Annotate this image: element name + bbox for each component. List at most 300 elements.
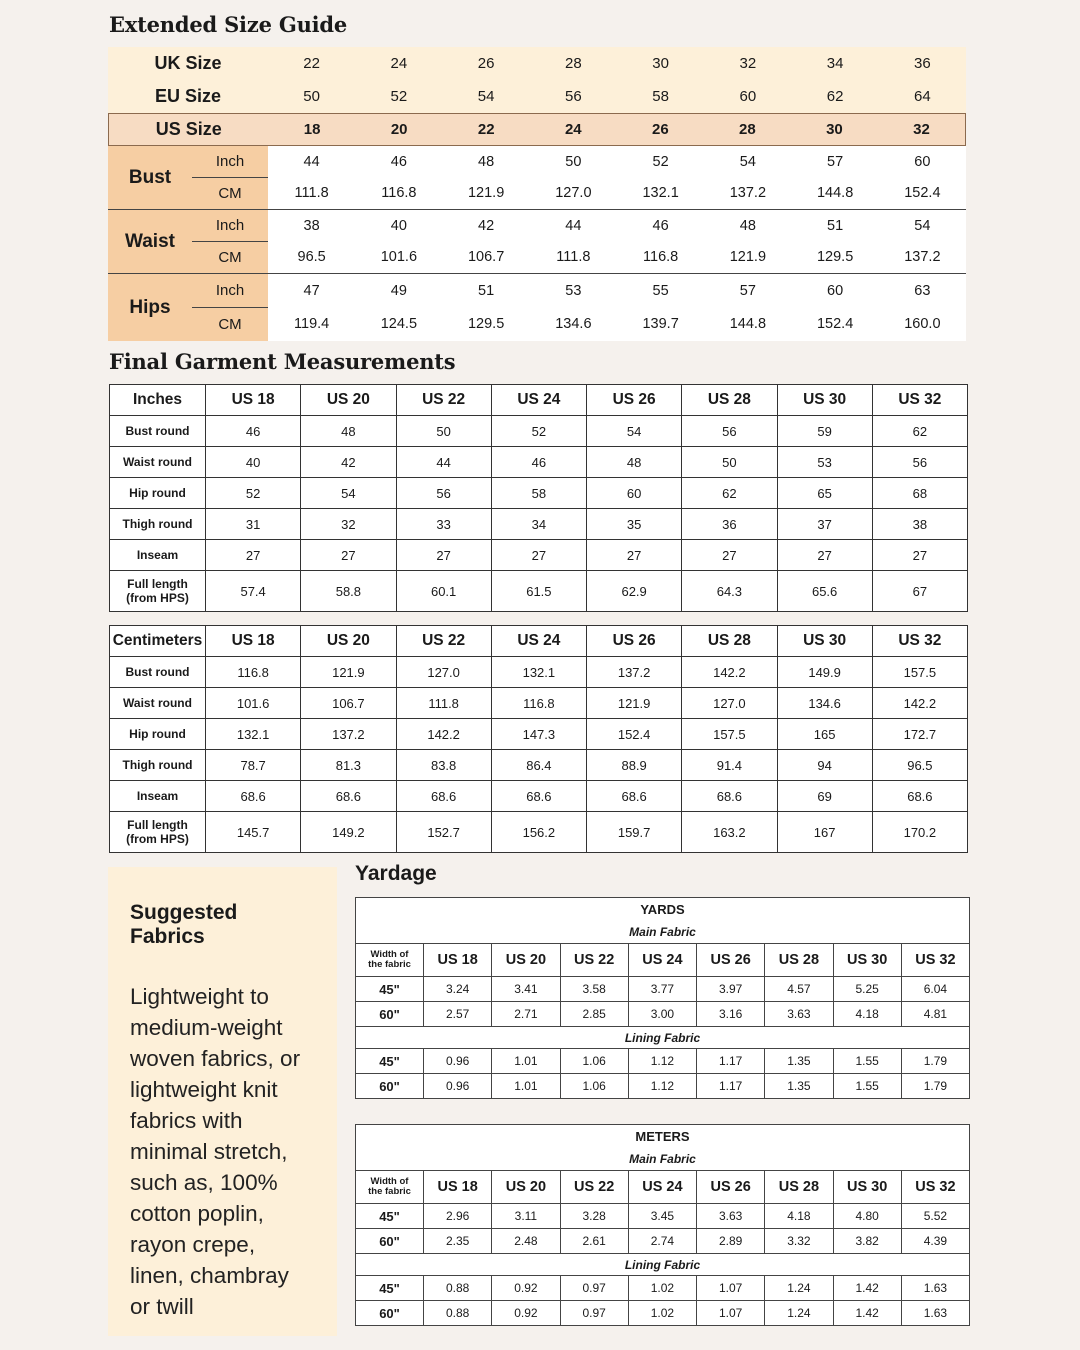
size-cell: 32: [739, 55, 757, 72]
value-cell: 58: [491, 478, 586, 509]
value-cell: 78.7: [206, 750, 301, 781]
value-cell: 111.8: [556, 249, 591, 266]
value-cell: 4.18: [765, 1204, 833, 1229]
row-label-text: Thigh round: [122, 758, 193, 772]
value-cell: 132.1: [491, 657, 586, 688]
width-label-2: the fabric: [368, 1186, 411, 1197]
value-cell: 33: [396, 509, 491, 540]
size-cell: 26: [477, 55, 495, 72]
value-cell: 2.61: [560, 1229, 628, 1254]
value-cell: 121.9: [729, 249, 767, 266]
value-cell: 3.24: [424, 977, 492, 1002]
lining-fabric-label: Lining Fabric: [356, 1254, 970, 1276]
garment-cm-table: [109, 625, 968, 853]
value-cell: 53: [777, 447, 872, 478]
value-cell: 3.11: [492, 1204, 560, 1229]
value-cell: 111.8: [294, 185, 329, 202]
value-cell: 137.2: [587, 657, 682, 688]
value-cell: 64.3: [682, 571, 777, 612]
value-cell: 137.2: [904, 249, 941, 266]
value-cell: 40: [390, 217, 407, 234]
value-cell: 27: [301, 540, 396, 571]
fabric-line: woven fabrics, or: [130, 1046, 301, 1071]
table-row: [110, 447, 968, 478]
value-cell: 139.7: [642, 316, 679, 333]
size-header: US 20: [492, 944, 560, 977]
uk-size-row: [108, 47, 966, 80]
size-header: US 32: [872, 626, 967, 657]
size-header: US 28: [765, 944, 833, 977]
value-cell: 58.8: [301, 571, 396, 612]
value-cell: 44: [396, 447, 491, 478]
value-cell: 69: [777, 781, 872, 812]
value-cell: 46: [652, 217, 669, 234]
row-label-text: Waist round: [123, 696, 192, 710]
size-header: US 26: [587, 626, 682, 657]
fabric-line: fabrics with: [130, 1108, 243, 1133]
size-cell: 58: [652, 88, 669, 105]
value-cell: 1.07: [697, 1301, 765, 1326]
value-cell: 116.8: [381, 185, 417, 202]
value-cell: 4.80: [833, 1204, 901, 1229]
row-label: [110, 688, 206, 719]
value-cell: 1.24: [765, 1301, 833, 1326]
value-cell: 27: [682, 540, 777, 571]
table-row: [110, 509, 968, 540]
value-cell: 63: [914, 282, 931, 299]
value-cell: 134.6: [555, 316, 592, 333]
size-header: US 24: [628, 944, 696, 977]
fabric-line: medium-weight: [130, 1015, 283, 1040]
row-label: [110, 571, 206, 612]
table-row: [356, 1002, 970, 1027]
extended-size-guide-title: Extended Size Guide: [109, 12, 348, 37]
value-cell: 152.4: [904, 185, 941, 202]
lining-fabric-row: [356, 1027, 970, 1049]
value-cell: 129.5: [467, 316, 505, 333]
bust-inch-row: [268, 146, 966, 178]
value-cell: 149.2: [301, 812, 396, 853]
value-cell: 5.52: [901, 1204, 969, 1229]
value-cell: 46: [206, 416, 301, 447]
row-label-text: Full length: [127, 817, 188, 832]
waist-measure-group: [108, 210, 966, 274]
uk-size-label: UK Size: [154, 53, 222, 73]
size-cell: 28: [739, 121, 756, 138]
value-cell: 4.18: [833, 1002, 901, 1027]
value-cell: 2.71: [492, 1002, 560, 1027]
size-header: US 28: [682, 385, 777, 416]
value-cell: 81.3: [301, 750, 396, 781]
value-cell: 116.8: [491, 688, 586, 719]
value-cell: 121.9: [301, 657, 396, 688]
row-label: [110, 509, 206, 540]
row-label: [110, 447, 206, 478]
hips-cm-row: [268, 308, 966, 342]
width-label: 60": [356, 1301, 424, 1326]
size-header: US 22: [396, 626, 491, 657]
value-cell: 1.02: [628, 1276, 696, 1301]
value-cell: 54: [301, 478, 396, 509]
main-fabric-label: Main Fabric: [356, 922, 970, 944]
us-size-label: US Size: [155, 119, 222, 139]
size-header: US 28: [765, 1171, 833, 1204]
value-cell: 144.8: [729, 316, 767, 333]
value-cell: 134.6: [777, 688, 872, 719]
table-row: [110, 812, 968, 853]
table-row: [356, 977, 970, 1002]
table-row: [110, 540, 968, 571]
value-cell: 2.35: [424, 1229, 492, 1254]
value-cell: 165: [777, 719, 872, 750]
table-row: [356, 1301, 970, 1326]
value-cell: 57: [739, 282, 756, 299]
value-cell: 1.01: [492, 1074, 560, 1099]
value-cell: 1.17: [697, 1074, 765, 1099]
suggested-fabrics-title: Suggested Fabrics: [130, 901, 238, 948]
fabric-line: cotton poplin,: [130, 1201, 264, 1226]
table-row: [110, 657, 968, 688]
value-cell: 44: [303, 153, 320, 170]
value-cell: 170.2: [872, 812, 967, 853]
value-cell: 163.2: [682, 812, 777, 853]
value-cell: 27: [872, 540, 967, 571]
value-cell: 1.12: [628, 1049, 696, 1074]
value-cell: 152.7: [396, 812, 491, 853]
table-row: [356, 1276, 970, 1301]
value-cell: 62: [682, 478, 777, 509]
width-label-2: the fabric: [368, 959, 411, 970]
lining-fabric-row: [356, 1254, 970, 1276]
value-cell: 3.41: [492, 977, 560, 1002]
value-cell: 62.9: [587, 571, 682, 612]
fabric-line: such as, 100%: [130, 1170, 278, 1195]
size-header: US 22: [396, 385, 491, 416]
size-header: US 22: [560, 1171, 628, 1204]
size-cell: 36: [914, 55, 931, 72]
size-cell: 18: [303, 121, 321, 138]
heading-row: [356, 1125, 970, 1149]
suggested-fabrics-panel: [108, 867, 337, 1336]
value-cell: 27: [777, 540, 872, 571]
size-cell: 22: [477, 121, 495, 138]
value-cell: 1.79: [901, 1074, 969, 1099]
unit-corner-header: Centimeters: [110, 626, 206, 657]
value-cell: 121.9: [587, 688, 682, 719]
table-row: [356, 1204, 970, 1229]
value-cell: 48: [739, 217, 756, 234]
hips-label: Hips: [108, 274, 192, 341]
value-cell: 4.81: [901, 1002, 969, 1027]
size-cell: 26: [651, 121, 669, 138]
value-cell: 68: [872, 478, 967, 509]
value-cell: 60: [587, 478, 682, 509]
value-cell: 172.7: [872, 719, 967, 750]
value-cell: 101.6: [206, 688, 301, 719]
value-cell: 27: [587, 540, 682, 571]
size-header: US 22: [560, 944, 628, 977]
value-cell: 127.0: [682, 688, 777, 719]
value-cell: 62: [872, 416, 967, 447]
cm-unit-label: CM: [218, 249, 242, 266]
table-row: [110, 478, 968, 509]
value-cell: 60: [914, 153, 931, 170]
value-cell: 38: [303, 217, 320, 234]
table-row: [356, 1074, 970, 1099]
table-row: [110, 719, 968, 750]
width-label: 60": [356, 1074, 424, 1099]
main-fabric-row: [356, 1149, 970, 1171]
width-label: 45": [356, 977, 424, 1002]
value-cell: 116.8: [643, 249, 679, 266]
value-cell: 54: [587, 416, 682, 447]
value-cell: 52: [491, 416, 586, 447]
value-cell: 3.45: [628, 1204, 696, 1229]
size-header: US 24: [491, 626, 586, 657]
width-of-fabric-header: [356, 944, 424, 977]
fabric-line: rayon crepe,: [130, 1232, 256, 1257]
value-cell: 27: [396, 540, 491, 571]
bust-cm-row: [268, 178, 966, 210]
value-cell: 160.0: [904, 316, 941, 333]
value-cell: 1.35: [765, 1074, 833, 1099]
final-garment-title: Final Garment Measurements: [109, 349, 456, 374]
size-cell: 60: [739, 88, 757, 105]
value-cell: 111.8: [396, 688, 491, 719]
main-fabric-label: Main Fabric: [356, 1149, 970, 1171]
hips-measure-group: [108, 274, 966, 341]
value-cell: 52: [206, 478, 301, 509]
value-cell: 167: [777, 812, 872, 853]
value-cell: 4.57: [765, 977, 833, 1002]
table-row: [110, 688, 968, 719]
size-cell: 24: [564, 121, 582, 138]
size-header: US 32: [901, 1171, 969, 1204]
value-cell: 132.1: [642, 185, 679, 202]
value-cell: 132.1: [206, 719, 301, 750]
waist-inch-row: [268, 210, 966, 242]
value-cell: 3.82: [833, 1229, 901, 1254]
inch-unit-label: Inch: [192, 210, 268, 242]
value-cell: 129.5: [816, 249, 854, 266]
value-cell: 1.55: [833, 1049, 901, 1074]
value-cell: 152.4: [587, 719, 682, 750]
unit-heading: YARDS: [356, 898, 970, 922]
value-cell: 1.35: [765, 1049, 833, 1074]
value-cell: 52: [652, 153, 669, 170]
value-cell: 3.63: [697, 1204, 765, 1229]
eu-size-label: EU Size: [154, 86, 222, 106]
size-cell: 34: [826, 55, 844, 72]
value-cell: 37: [777, 509, 872, 540]
table-row: [356, 1049, 970, 1074]
size-cell: 22: [303, 55, 320, 72]
value-cell: 3.63: [765, 1002, 833, 1027]
header-row: [356, 1171, 970, 1204]
value-cell: 1.63: [901, 1301, 969, 1326]
width-label: 45": [356, 1276, 424, 1301]
row-label-text: Full length: [127, 576, 188, 591]
value-cell: 0.88: [424, 1301, 492, 1326]
fabric-line: or twill: [130, 1294, 194, 1319]
value-cell: 142.2: [396, 719, 491, 750]
value-cell: 3.16: [697, 1002, 765, 1027]
width-label: 45": [356, 1049, 424, 1074]
value-cell: 35: [587, 509, 682, 540]
value-cell: 50: [396, 416, 491, 447]
size-header: US 26: [697, 944, 765, 977]
garment-inches-table: [109, 384, 968, 612]
size-cell: 54: [477, 88, 495, 105]
row-label: [110, 781, 206, 812]
size-cell: 62: [826, 88, 844, 105]
row-label-text: Inseam: [136, 548, 179, 562]
value-cell: 3.77: [628, 977, 696, 1002]
value-cell: 1.42: [833, 1276, 901, 1301]
size-header: US 20: [301, 626, 396, 657]
size-header: US 20: [301, 385, 396, 416]
fabric-line: lightweight knit: [130, 1077, 278, 1102]
value-cell: 106.7: [301, 688, 396, 719]
size-cell: 30: [826, 121, 843, 138]
size-header: US 26: [587, 385, 682, 416]
value-cell: 34: [491, 509, 586, 540]
value-cell: 94: [777, 750, 872, 781]
value-cell: 145.7: [206, 812, 301, 853]
waist-cm-row: [268, 242, 966, 274]
value-cell: 96.5: [872, 750, 967, 781]
value-cell: 67: [872, 571, 967, 612]
value-cell: 101.6: [380, 249, 418, 266]
value-cell: 1.55: [833, 1074, 901, 1099]
us-size-row: [108, 113, 966, 146]
value-cell: 53: [565, 282, 582, 299]
value-cell: 106.7: [467, 249, 505, 266]
value-cell: 68.6: [301, 781, 396, 812]
size-header: US 26: [697, 1171, 765, 1204]
unit-heading: METERS: [356, 1125, 970, 1149]
size-cell: 28: [565, 55, 582, 72]
row-label-text: Hip round: [129, 727, 186, 741]
value-cell: 5.25: [833, 977, 901, 1002]
value-cell: 0.96: [424, 1049, 492, 1074]
value-cell: 27: [491, 540, 586, 571]
width-label: 60": [356, 1002, 424, 1027]
value-cell: 51: [827, 217, 844, 234]
value-cell: 48: [587, 447, 682, 478]
extended-size-guide-table: [108, 47, 966, 341]
table-row: [356, 1229, 970, 1254]
hips-inch-row: [268, 274, 966, 308]
value-cell: 1.63: [901, 1276, 969, 1301]
value-cell: 127.0: [396, 657, 491, 688]
size-header: US 18: [424, 1171, 492, 1204]
value-cell: 121.9: [467, 185, 505, 202]
value-cell: 57.4: [206, 571, 301, 612]
value-cell: 0.88: [424, 1276, 492, 1301]
value-cell: 137.2: [729, 185, 767, 202]
value-cell: 96.5: [297, 249, 326, 266]
row-label-text: Waist round: [123, 455, 192, 469]
table-row: [110, 781, 968, 812]
value-cell: 86.4: [491, 750, 586, 781]
size-header: US 20: [492, 1171, 560, 1204]
unit-corner-header: Inches: [110, 385, 206, 416]
row-label-sub: (from HPS): [126, 832, 189, 846]
value-cell: 54: [914, 217, 931, 234]
value-cell: 61.5: [491, 571, 586, 612]
value-cell: 116.8: [206, 657, 301, 688]
row-label: [110, 657, 206, 688]
size-header: US 18: [424, 944, 492, 977]
size-header: US 18: [206, 385, 301, 416]
value-cell: 50: [565, 153, 582, 170]
value-cell: 38: [872, 509, 967, 540]
fabric-line: Lightweight to: [130, 984, 269, 1009]
size-cell: 56: [565, 88, 582, 105]
value-cell: 88.9: [587, 750, 682, 781]
size-header: US 30: [777, 385, 872, 416]
row-label-text: Thigh round: [122, 517, 193, 531]
value-cell: 3.97: [697, 977, 765, 1002]
size-header: US 32: [901, 944, 969, 977]
value-cell: 142.2: [682, 657, 777, 688]
value-cell: 2.96: [424, 1204, 492, 1229]
value-cell: 47: [303, 282, 320, 299]
row-label: [110, 540, 206, 571]
value-cell: 6.04: [901, 977, 969, 1002]
value-cell: 2.48: [492, 1229, 560, 1254]
row-label: [110, 478, 206, 509]
header-row: [110, 626, 968, 657]
value-cell: 2.57: [424, 1002, 492, 1027]
value-cell: 42: [301, 447, 396, 478]
table-row: [110, 750, 968, 781]
size-cell: 30: [652, 55, 669, 72]
value-cell: 68.6: [682, 781, 777, 812]
table-row: [110, 571, 968, 612]
value-cell: 3.00: [628, 1002, 696, 1027]
value-cell: 156.2: [491, 812, 586, 853]
value-cell: 137.2: [301, 719, 396, 750]
value-cell: 60: [827, 282, 844, 299]
value-cell: 147.3: [491, 719, 586, 750]
inch-unit-label: Inch: [192, 274, 268, 308]
value-cell: 42: [478, 217, 495, 234]
value-cell: 68.6: [396, 781, 491, 812]
value-cell: 1.12: [628, 1074, 696, 1099]
value-cell: 157.5: [872, 657, 967, 688]
size-header: US 32: [872, 385, 967, 416]
size-header: US 24: [628, 1171, 696, 1204]
suggested-fabrics-text: [130, 981, 317, 1322]
value-cell: 4.39: [901, 1229, 969, 1254]
yardage-yards-table: [355, 897, 970, 1099]
value-cell: 3.28: [560, 1204, 628, 1229]
value-cell: 1.17: [697, 1049, 765, 1074]
bust-measure-group: [108, 146, 966, 210]
value-cell: 124.5: [380, 316, 418, 333]
value-cell: 27: [206, 540, 301, 571]
cm-unit-label: CM: [218, 185, 242, 202]
width-label: 45": [356, 1204, 424, 1229]
size-header: US 30: [777, 626, 872, 657]
cm-unit-label: CM: [218, 316, 242, 333]
value-cell: 65.6: [777, 571, 872, 612]
value-cell: 144.8: [816, 185, 854, 202]
width-label-1: Width of: [370, 1175, 409, 1187]
row-label-text: Bust round: [125, 424, 190, 438]
